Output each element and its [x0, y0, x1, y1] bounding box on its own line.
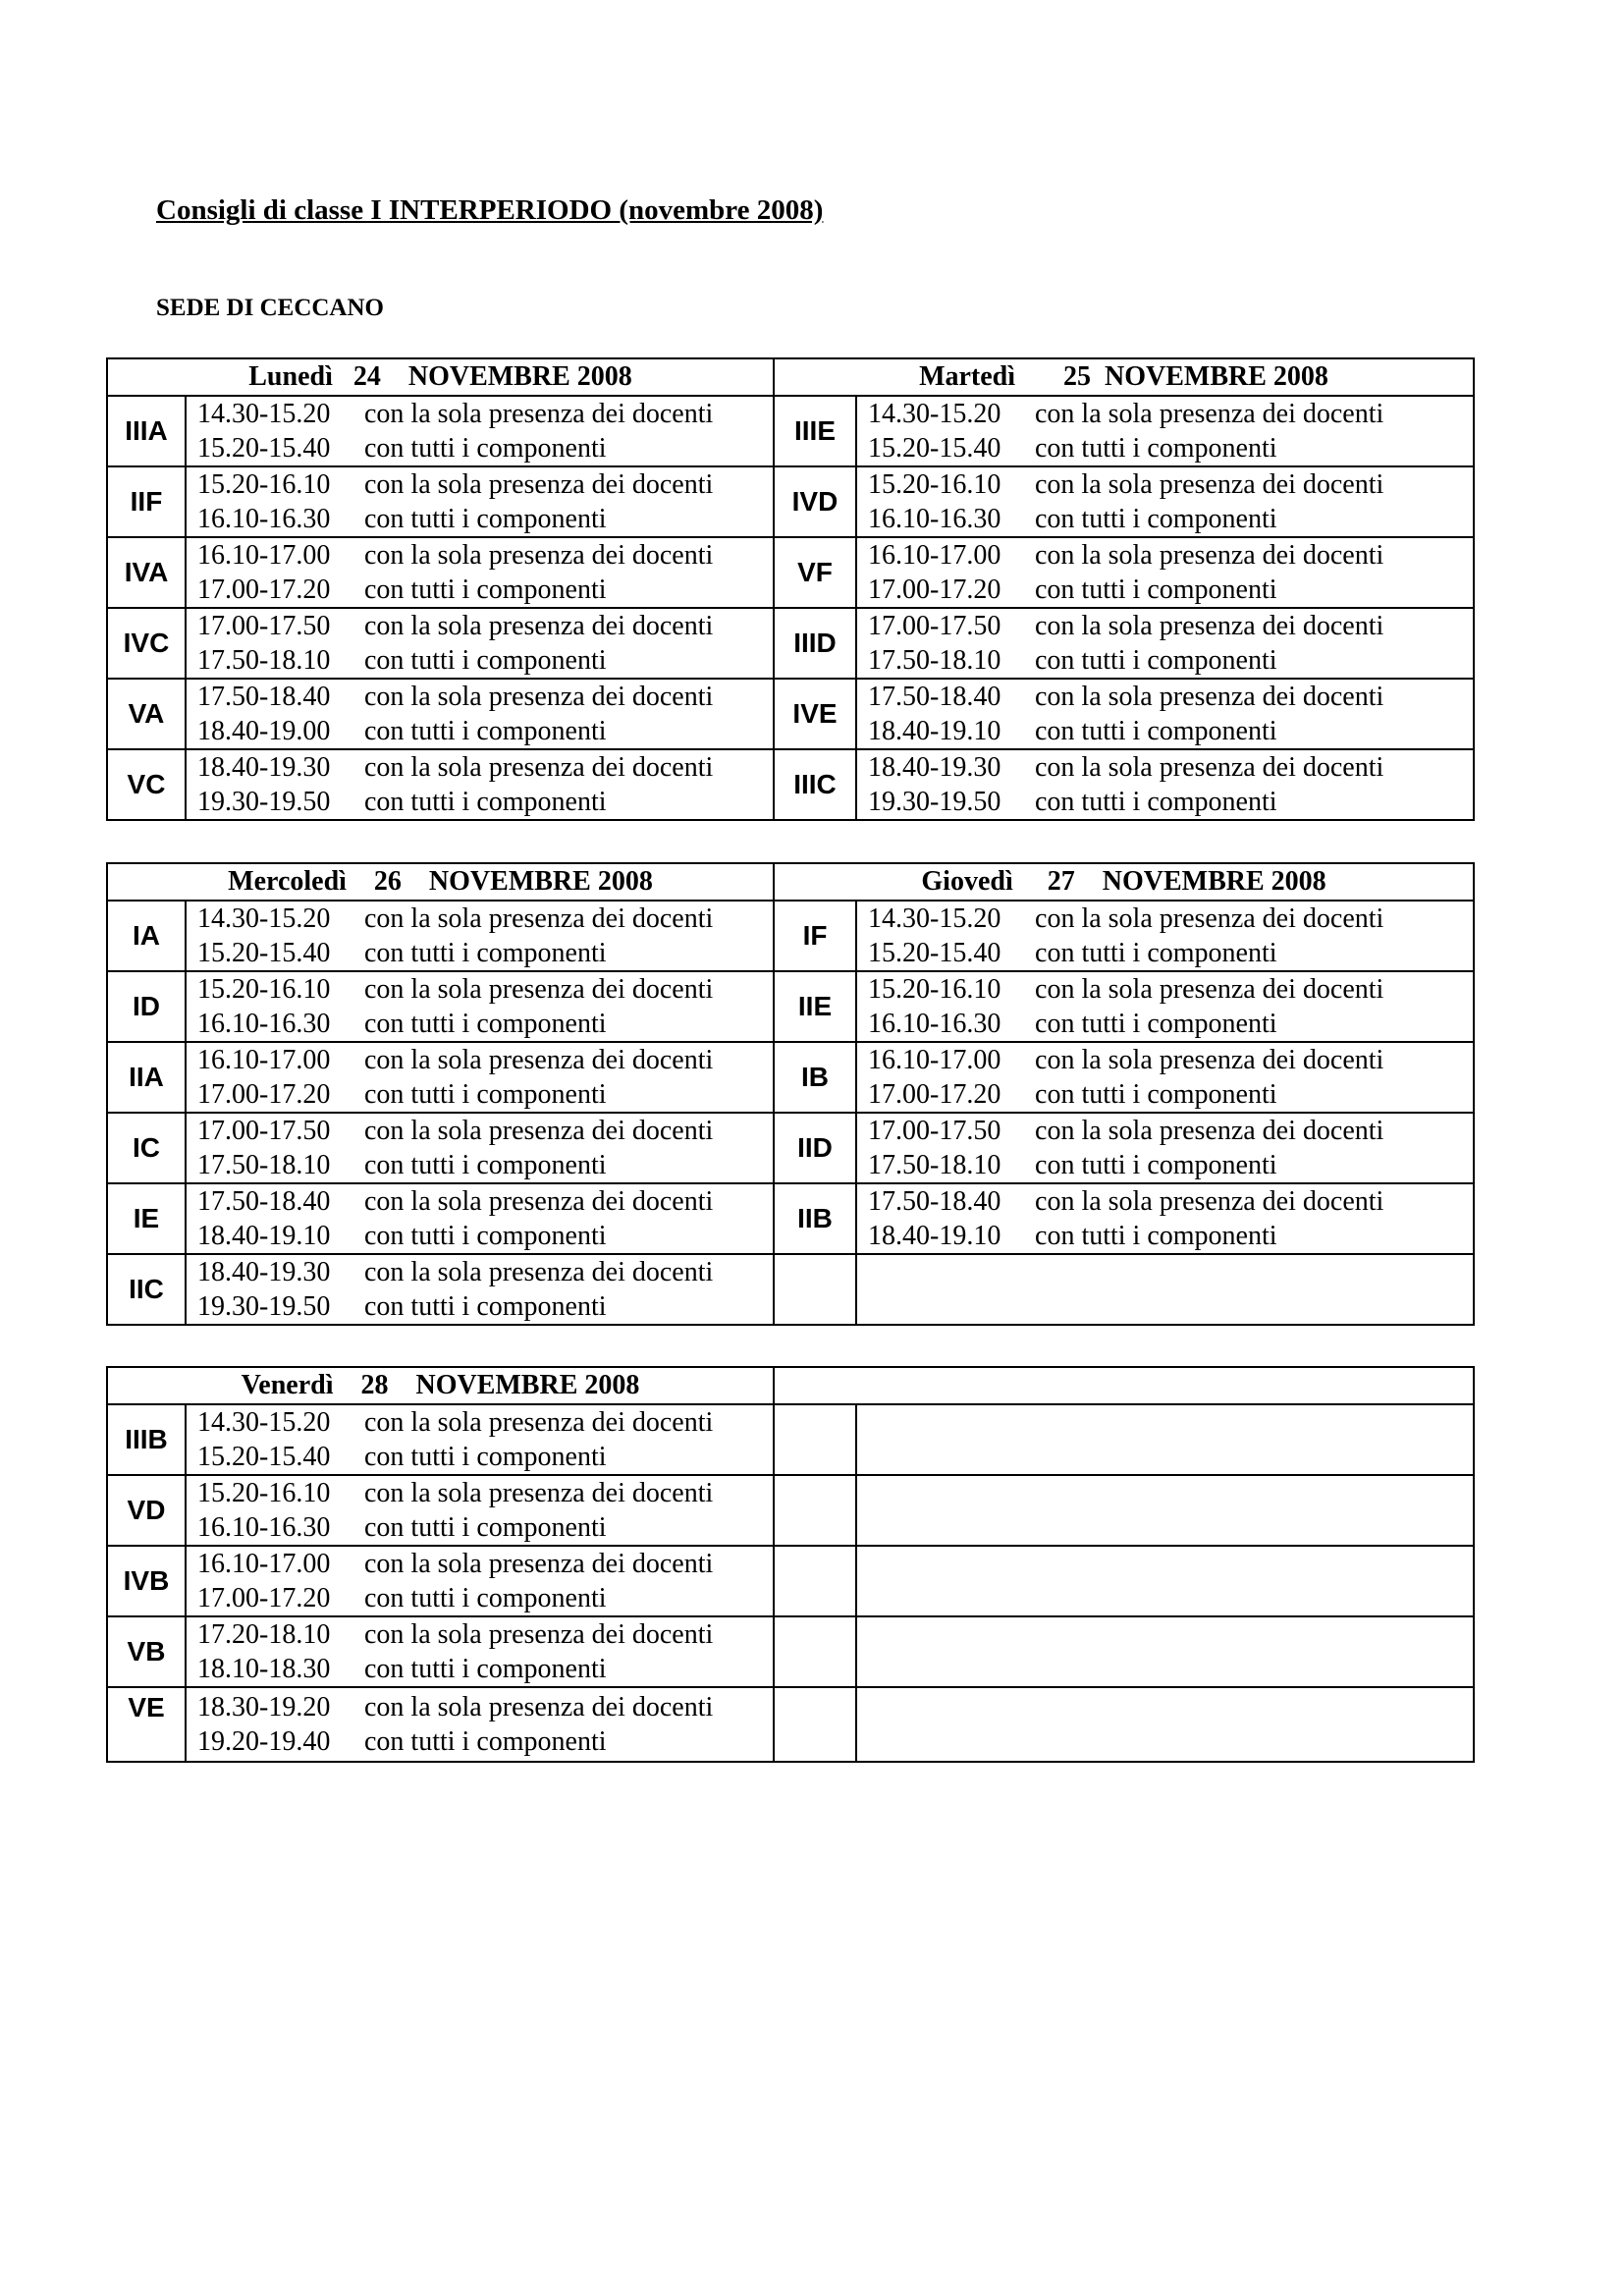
attendance-note: con tutti i componenti [364, 1221, 607, 1251]
time-range: 17.00-17.50 [868, 611, 1001, 641]
slot-line [197, 538, 773, 573]
time-range: 15.20-16.10 [197, 469, 331, 500]
table-row [107, 537, 1474, 608]
table-row [107, 396, 1474, 466]
attendance-note: con tutti i componenti [1035, 716, 1277, 746]
time-range: 15.20-15.40 [197, 1442, 331, 1472]
attendance-note: con la sola presenza dei docenti [364, 1045, 714, 1075]
time-range: 17.00-17.50 [197, 1116, 331, 1146]
attendance-note: con tutti i componenti [1035, 787, 1277, 817]
attendance-note: con la sola presenza dei docenti [364, 682, 714, 712]
time-range: 17.50-18.40 [197, 682, 331, 712]
class-label: IID [774, 1113, 856, 1183]
time-range: 18.40-19.30 [197, 1257, 331, 1287]
class-label: IIB [774, 1183, 856, 1254]
table-row [107, 1616, 1474, 1687]
slot-line [197, 680, 773, 714]
schedule-table-fri [106, 1366, 1475, 1763]
time-range: 19.30-19.50 [868, 787, 1001, 817]
slot-line [868, 538, 1473, 573]
time-slot-cell [856, 1042, 1474, 1113]
attendance-note: con la sola presenza dei docenti [364, 1186, 714, 1217]
time-slot-cell [856, 608, 1474, 679]
attendance-note: con tutti i componenti [364, 433, 607, 464]
day-header-right [774, 1367, 1474, 1404]
attendance-note: con tutti i componenti [364, 1583, 607, 1613]
day-header-left: Lunedì 24 NOVEMBRE 2008 [107, 358, 774, 396]
class-label: VD [107, 1475, 186, 1546]
time-range: 15.20-15.40 [197, 938, 331, 968]
table-row [107, 1254, 1474, 1325]
time-range: 17.00-17.20 [868, 574, 1001, 605]
class-label: VE [107, 1687, 186, 1762]
class-label [774, 1254, 856, 1325]
time-slot-cell [856, 901, 1474, 971]
time-range: 19.20-19.40 [197, 1726, 331, 1757]
time-range: 16.10-16.30 [197, 1512, 331, 1543]
slot-line [197, 502, 773, 536]
class-label: IC [107, 1113, 186, 1183]
slot-line [197, 936, 773, 970]
class-label [774, 1546, 856, 1616]
time-slot-cell [186, 466, 774, 537]
time-slot-cell [186, 1042, 774, 1113]
time-slot-cell [856, 1254, 1474, 1325]
schedule-table-mon-tue [106, 357, 1475, 821]
class-label: IB [774, 1042, 856, 1113]
slot-line [197, 972, 773, 1007]
time-slot-cell [856, 1546, 1474, 1616]
time-slot-cell [186, 608, 774, 679]
time-slot-cell [856, 971, 1474, 1042]
table-row [107, 1687, 1474, 1762]
slot-line [868, 502, 1473, 536]
day-header-left: Mercoledì 26 NOVEMBRE 2008 [107, 863, 774, 901]
time-range: 16.10-16.30 [868, 1009, 1001, 1039]
attendance-note: con tutti i componenti [1035, 645, 1277, 676]
time-slot-cell [856, 1475, 1474, 1546]
attendance-note: con la sola presenza dei docenti [364, 399, 714, 429]
page-title: Consigli di classe I INTERPERIODO (novembre 2008) [156, 194, 824, 226]
day-header-right: Giovedì 27 NOVEMBRE 2008 [774, 863, 1474, 901]
class-label: IVB [107, 1546, 186, 1616]
attendance-note: con la sola presenza dei docenti [364, 611, 714, 641]
class-label: IE [107, 1183, 186, 1254]
slot-line [197, 785, 773, 819]
table-row [107, 749, 1474, 820]
table-row [107, 1475, 1474, 1546]
attendance-note: con tutti i componenti [364, 938, 607, 968]
slot-line [197, 1289, 773, 1324]
time-range: 17.50-18.10 [868, 645, 1001, 676]
time-range: 18.40-19.00 [197, 716, 331, 746]
slot-line [868, 609, 1473, 643]
slot-line [868, 1077, 1473, 1112]
time-slot-cell [856, 396, 1474, 466]
attendance-note: con la sola presenza dei docenti [364, 1692, 714, 1722]
time-slot-cell [186, 1254, 774, 1325]
table-row [107, 1042, 1474, 1113]
time-slot-cell [856, 537, 1474, 608]
time-slot-cell [186, 537, 774, 608]
time-range: 16.10-17.00 [197, 1045, 331, 1075]
table-row [107, 679, 1474, 749]
time-range: 17.50-18.10 [197, 645, 331, 676]
time-range: 14.30-15.20 [197, 399, 331, 429]
slot-line [868, 680, 1473, 714]
table-row [107, 901, 1474, 971]
slot-line [197, 1510, 773, 1545]
slot-line [197, 467, 773, 502]
time-range: 19.30-19.50 [197, 787, 331, 817]
time-range: 17.50-18.10 [868, 1150, 1001, 1180]
slot-line [868, 431, 1473, 465]
slot-line [197, 1405, 773, 1440]
attendance-note: con tutti i componenti [1035, 504, 1277, 534]
attendance-note: con la sola presenza dei docenti [364, 1407, 714, 1438]
slot-line [868, 573, 1473, 607]
class-label [774, 1687, 856, 1762]
time-range: 18.40-19.10 [197, 1221, 331, 1251]
time-range: 16.10-16.30 [197, 1009, 331, 1039]
slot-line [197, 1077, 773, 1112]
class-label: IVD [774, 466, 856, 537]
attendance-note: con la sola presenza dei docenti [364, 1549, 714, 1579]
attendance-note: con tutti i componenti [364, 645, 607, 676]
attendance-note: con tutti i componenti [364, 1009, 607, 1039]
table-row [107, 971, 1474, 1042]
slot-line [868, 785, 1473, 819]
attendance-note: con la sola presenza dei docenti [364, 1619, 714, 1650]
time-slot-cell [186, 971, 774, 1042]
attendance-note: con la sola presenza dei docenti [364, 974, 714, 1005]
time-range: 17.20-18.10 [197, 1619, 331, 1650]
attendance-note: con tutti i componenti [364, 716, 607, 746]
time-range: 16.10-16.30 [197, 504, 331, 534]
slot-line [868, 902, 1473, 936]
slot-line [197, 750, 773, 785]
time-range: 17.00-17.50 [868, 1116, 1001, 1146]
class-label: IIIC [774, 749, 856, 820]
class-label: IIF [107, 466, 186, 537]
table-row [107, 1404, 1474, 1475]
time-slot-cell [856, 1616, 1474, 1687]
time-slot-cell [856, 466, 1474, 537]
slot-line [868, 1007, 1473, 1041]
class-label: IF [774, 901, 856, 971]
class-label: VC [107, 749, 186, 820]
day-header-left: Venerdì 28 NOVEMBRE 2008 [107, 1367, 774, 1404]
time-slot-cell [186, 679, 774, 749]
slot-line [868, 1184, 1473, 1219]
attendance-note: con tutti i componenti [364, 1654, 607, 1684]
attendance-note: con tutti i componenti [364, 1726, 607, 1757]
time-range: 17.50-18.40 [197, 1186, 331, 1217]
table-row [107, 466, 1474, 537]
attendance-note: con tutti i componenti [1035, 1079, 1277, 1110]
time-range: 14.30-15.20 [868, 399, 1001, 429]
day-header-right: Martedì 25 NOVEMBRE 2008 [774, 358, 1474, 396]
attendance-note: con la sola presenza dei docenti [1035, 469, 1384, 500]
attendance-note: con la sola presenza dei docenti [364, 1257, 714, 1287]
time-range: 17.50-18.10 [197, 1150, 331, 1180]
attendance-note: con la sola presenza dei docenti [1035, 682, 1384, 712]
attendance-note: con tutti i componenti [1035, 574, 1277, 605]
class-label: IVE [774, 679, 856, 749]
slot-line [197, 1547, 773, 1581]
attendance-note: con la sola presenza dei docenti [364, 1478, 714, 1508]
slot-line [197, 1690, 773, 1724]
time-range: 14.30-15.20 [197, 1407, 331, 1438]
time-range: 14.30-15.20 [868, 903, 1001, 934]
attendance-note: con la sola presenza dei docenti [364, 469, 714, 500]
attendance-note: con la sola presenza dei docenti [1035, 611, 1384, 641]
attendance-note: con tutti i componenti [364, 1512, 607, 1543]
time-range: 18.30-19.20 [197, 1692, 331, 1722]
attendance-note: con tutti i componenti [364, 1442, 607, 1472]
time-range: 15.20-15.40 [868, 433, 1001, 464]
time-range: 17.00-17.50 [197, 611, 331, 641]
slot-line [868, 750, 1473, 785]
attendance-note: con tutti i componenti [1035, 1009, 1277, 1039]
attendance-note: con tutti i componenti [1035, 433, 1277, 464]
table-row [107, 1113, 1474, 1183]
slot-line [197, 1476, 773, 1510]
slot-line [197, 1440, 773, 1474]
day-header-row [107, 358, 1474, 396]
schedule-table-wed-thu [106, 862, 1475, 1326]
time-slot-cell [856, 679, 1474, 749]
slot-line [197, 1255, 773, 1289]
time-range: 15.20-16.10 [197, 1478, 331, 1508]
class-label [774, 1404, 856, 1475]
time-slot-cell [186, 901, 774, 971]
time-slot-cell [856, 1687, 1474, 1762]
class-label: VB [107, 1616, 186, 1687]
class-label: IIE [774, 971, 856, 1042]
slot-line [197, 397, 773, 431]
slot-line [197, 1617, 773, 1652]
attendance-note: con tutti i componenti [364, 1079, 607, 1110]
slot-line [868, 1219, 1473, 1253]
slot-line [197, 643, 773, 678]
table-row [107, 608, 1474, 679]
class-label: IIIE [774, 396, 856, 466]
time-range: 18.40-19.30 [197, 752, 331, 783]
time-slot-cell [856, 749, 1474, 820]
attendance-note: con la sola presenza dei docenti [1035, 540, 1384, 571]
time-range: 16.10-17.00 [868, 540, 1001, 571]
slot-line [197, 1652, 773, 1686]
time-range: 18.10-18.30 [197, 1654, 331, 1684]
time-slot-cell [186, 1183, 774, 1254]
attendance-note: con tutti i componenti [364, 1150, 607, 1180]
slot-line [868, 1148, 1473, 1182]
time-range: 15.20-16.10 [868, 974, 1001, 1005]
day-header-row [107, 1367, 1474, 1404]
attendance-note: con la sola presenza dei docenti [1035, 1186, 1384, 1217]
class-label: IIIB [107, 1404, 186, 1475]
attendance-note: con la sola presenza dei docenti [364, 540, 714, 571]
attendance-note: con tutti i componenti [1035, 938, 1277, 968]
attendance-note: con la sola presenza dei docenti [1035, 752, 1384, 783]
attendance-note: con la sola presenza dei docenti [1035, 974, 1384, 1005]
slot-line [868, 714, 1473, 748]
class-label: IIID [774, 608, 856, 679]
time-slot-cell [186, 1113, 774, 1183]
slot-line [868, 1043, 1473, 1077]
time-range: 17.00-17.20 [197, 1079, 331, 1110]
day-header-row [107, 863, 1474, 901]
time-slot-cell [186, 1546, 774, 1616]
time-slot-cell [186, 1404, 774, 1475]
time-range: 14.30-15.20 [197, 903, 331, 934]
time-range: 17.00-17.20 [197, 574, 331, 605]
slot-line [197, 1043, 773, 1077]
attendance-note: con tutti i componenti [364, 787, 607, 817]
time-range: 15.20-16.10 [868, 469, 1001, 500]
attendance-note: con tutti i componenti [364, 574, 607, 605]
time-range: 16.10-16.30 [868, 504, 1001, 534]
class-label: IA [107, 901, 186, 971]
slot-line [197, 1184, 773, 1219]
class-label [774, 1475, 856, 1546]
slot-line [868, 1114, 1473, 1148]
page-subtitle: SEDE DI CECCANO [156, 295, 384, 321]
slot-line [197, 1148, 773, 1182]
time-slot-cell [186, 396, 774, 466]
slot-line [197, 1114, 773, 1148]
slot-line [197, 1007, 773, 1041]
time-slot-cell [856, 1113, 1474, 1183]
slot-line [868, 643, 1473, 678]
class-label: IVC [107, 608, 186, 679]
slot-line [868, 972, 1473, 1007]
attendance-note: con tutti i componenti [364, 504, 607, 534]
time-range: 15.20-15.40 [197, 433, 331, 464]
attendance-note: con la sola presenza dei docenti [364, 903, 714, 934]
slot-line [197, 1219, 773, 1253]
slot-line [868, 467, 1473, 502]
time-slot-cell [186, 1475, 774, 1546]
class-label: VA [107, 679, 186, 749]
slot-line [197, 1581, 773, 1615]
time-range: 18.40-19.10 [868, 1221, 1001, 1251]
attendance-note: con la sola presenza dei docenti [1035, 903, 1384, 934]
time-range: 16.10-17.00 [868, 1045, 1001, 1075]
slot-line [868, 397, 1473, 431]
slot-line [197, 573, 773, 607]
time-range: 18.40-19.10 [868, 716, 1001, 746]
attendance-note: con tutti i componenti [1035, 1221, 1277, 1251]
slot-line [197, 431, 773, 465]
class-label: IIA [107, 1042, 186, 1113]
slot-line [197, 1724, 773, 1759]
class-label: ID [107, 971, 186, 1042]
time-slot-cell [186, 1687, 774, 1762]
time-slot-cell [856, 1404, 1474, 1475]
attendance-note: con la sola presenza dei docenti [364, 752, 714, 783]
attendance-note: con tutti i componenti [364, 1291, 607, 1322]
time-slot-cell [856, 1183, 1474, 1254]
slot-line [197, 609, 773, 643]
table-row [107, 1183, 1474, 1254]
slot-line [197, 714, 773, 748]
attendance-note: con la sola presenza dei docenti [364, 1116, 714, 1146]
time-range: 17.50-18.40 [868, 1186, 1001, 1217]
time-range: 17.00-17.20 [197, 1583, 331, 1613]
time-range: 18.40-19.30 [868, 752, 1001, 783]
attendance-note: con la sola presenza dei docenti [1035, 1045, 1384, 1075]
time-slot-cell [186, 749, 774, 820]
time-range: 16.10-17.00 [197, 1549, 331, 1579]
class-label: IVA [107, 537, 186, 608]
time-range: 15.20-15.40 [868, 938, 1001, 968]
slot-line [197, 902, 773, 936]
attendance-note: con la sola presenza dei docenti [1035, 1116, 1384, 1146]
time-slot-cell [186, 1616, 774, 1687]
class-label: IIC [107, 1254, 186, 1325]
class-label: VF [774, 537, 856, 608]
slot-line [868, 936, 1473, 970]
attendance-note: con la sola presenza dei docenti [1035, 399, 1384, 429]
time-range: 17.00-17.20 [868, 1079, 1001, 1110]
time-range: 19.30-19.50 [197, 1291, 331, 1322]
attendance-note: con tutti i componenti [1035, 1150, 1277, 1180]
time-range: 15.20-16.10 [197, 974, 331, 1005]
time-range: 17.50-18.40 [868, 682, 1001, 712]
class-label [774, 1616, 856, 1687]
class-label: IIIA [107, 396, 186, 466]
table-row [107, 1546, 1474, 1616]
time-range: 16.10-17.00 [197, 540, 331, 571]
